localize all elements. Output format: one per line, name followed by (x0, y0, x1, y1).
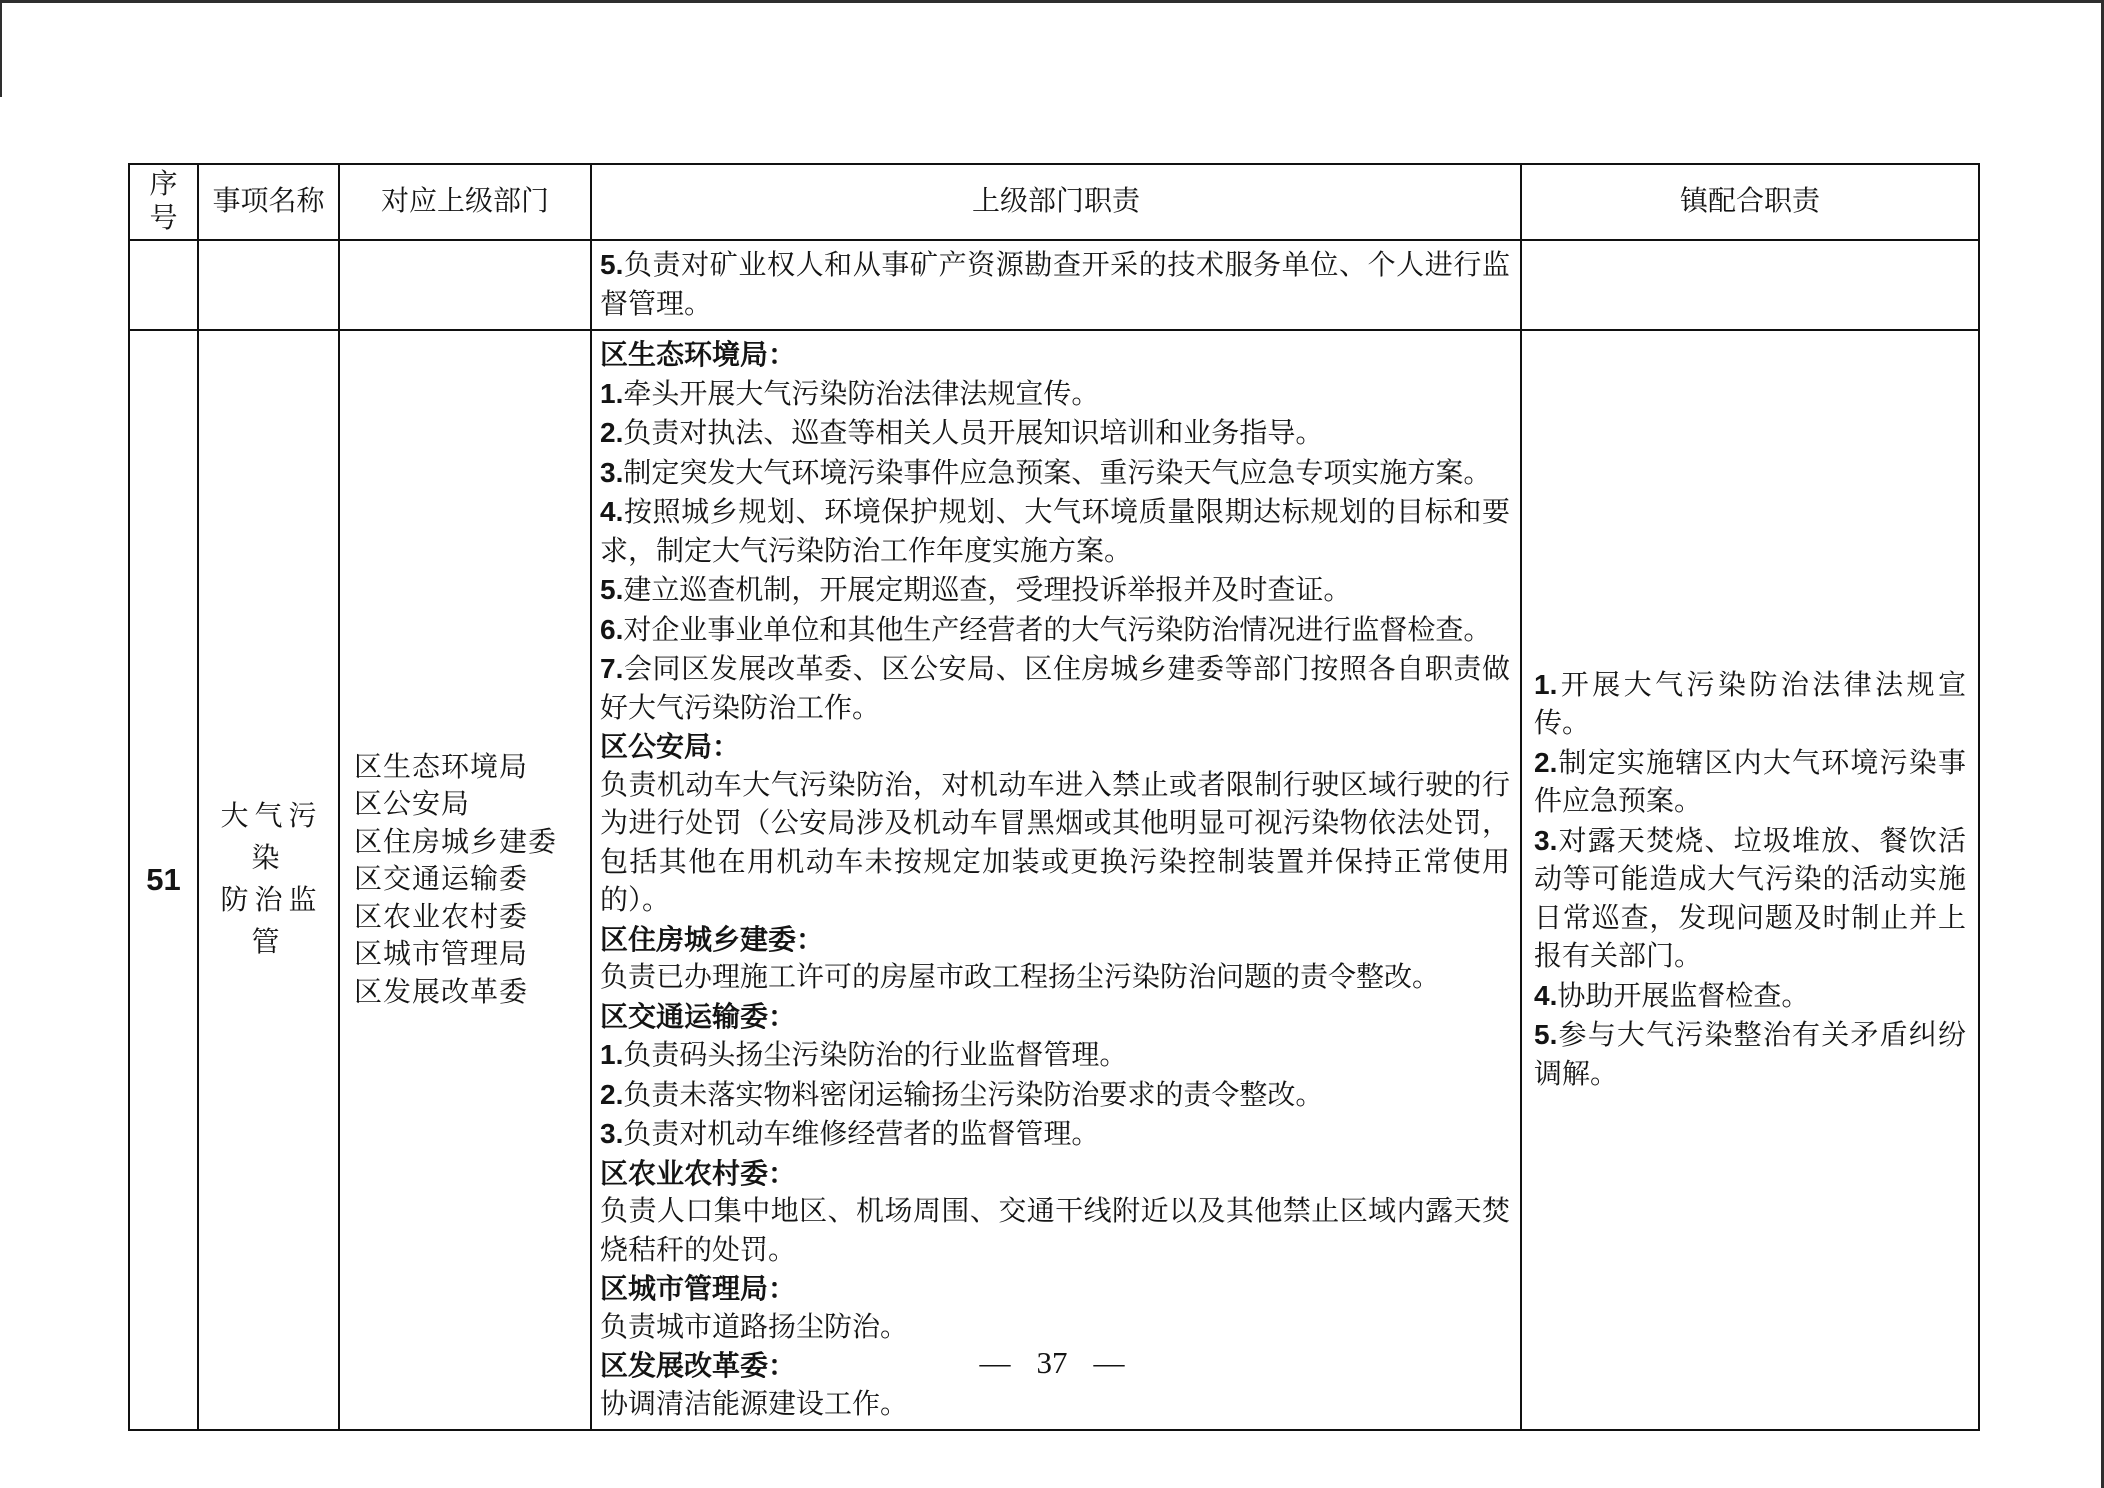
item-number: 5. (600, 249, 624, 280)
department-heading: 区交通运输委： (600, 1000, 797, 1032)
departments-cell (339, 240, 591, 330)
department-line: 区农业农村委 (354, 901, 529, 933)
department-heading: 区公安局： (600, 731, 741, 762)
town-duty-line: 5.参与大气污染整治有关矛盾纠纷调解。 (1534, 1019, 1966, 1090)
header-item-name: 事项名称 (198, 164, 339, 240)
department-heading: 区农业农村委： (600, 1157, 797, 1189)
item-number: 3. (600, 456, 624, 488)
department-line: 区城市管理局 (354, 939, 529, 971)
town-duty-line: 1.开展大气污染防治法律法规宣传。 (1534, 668, 1966, 740)
duty-line: 4.按照城乡规划、环境保护规划、大气环境质量限期达标规划的目标和要求，制定大气污染防治工作年度实施方案。 (600, 496, 1510, 567)
department-heading: 区发展改革委： (600, 1350, 797, 1381)
item-number: 3. (600, 1118, 624, 1149)
page-number (0, 1345, 2104, 1381)
town-duty-line: 3.对露天焚烧、垃圾堆放、餐饮活动等可能造成大气污染的活动实施日常巡查，发现问题及时制止并上报有关部门。 (1534, 824, 1966, 973)
item-number: 2. (1534, 746, 1558, 778)
duty-line: 5.建立巡查机制，开展定期巡查，受理投诉举报并及时查证。 (600, 574, 1352, 606)
town-duty-line: 4.协助开展监督检查。 (1534, 979, 1810, 1012)
duty-line: 7.会同区发展改革委、区公安局、区住房城乡建委等部门按照各自职责做好大气污染防治工作。 (600, 653, 1510, 724)
duty-line: 1.负责码头扬尘污染防治的行业监督管理。 (600, 1039, 1128, 1071)
header-superior-duties: 上级部门职责 (591, 164, 1521, 240)
department-line: 区公安局 (354, 789, 471, 821)
item-number: 5. (600, 574, 624, 605)
item-number: 7. (600, 653, 624, 684)
page-number-dash-right: — (1093, 1345, 1125, 1380)
duty-line: 负责机动车大气污染防治，对机动车进入禁止或者限制行驶区域行驶的行为进行处罚（公安局涉及机动车冒黑烟或其他明显可视污染物依法处罚，包括其他在用机动车未按规定加装或更换污染控制装置并保持正常使用的）。 (600, 769, 1510, 916)
page-number-dash-left: — (979, 1345, 1011, 1380)
header-seq-line: 号 (149, 203, 178, 234)
department-line: 区交通运输委 (354, 864, 529, 896)
item-number: 1. (1534, 668, 1558, 700)
item-number: 6. (600, 613, 624, 645)
departments-cell (339, 330, 591, 1430)
duty-line: 6.对企业事业单位和其他生产经营者的大气污染防治情况进行监督检查。 (600, 613, 1492, 646)
item-number: 1. (600, 1039, 624, 1070)
superior-duties-cell (591, 330, 1521, 1430)
seq-cell: 51 (129, 330, 198, 1430)
department-heading: 区城市管理局： (600, 1273, 797, 1304)
item-number: 3. (1534, 824, 1558, 856)
duty-line: 2.负责对执法、巡查等相关人员开展知识培训和业务指导。 (600, 417, 1324, 449)
duty-line: 5.负责对矿业权人和从事矿产资源勘查开采的技术服务单位、个人进行监督管理。 (600, 249, 1510, 320)
town-duties-cell (1521, 330, 1979, 1430)
duty-line: 1.牵头开展大气污染防治法律法规宣传。 (600, 377, 1100, 410)
duty-line: 2.负责未落实物料密闭运输扬尘污染防治要求的责令整改。 (600, 1078, 1324, 1111)
duty-line: 3.制定突发大气环境污染事件应急预案、重污染天气应急专项实施方案。 (600, 456, 1492, 489)
page-number-value: 37 (1036, 1345, 1068, 1380)
department-heading: 区生态环境局： (600, 339, 797, 370)
scan-border-left (0, 0, 2, 97)
header-seq-line: 序 (149, 169, 178, 200)
duties-table (128, 163, 1980, 1431)
continuation-row (129, 240, 1979, 330)
item-number: 5. (1534, 1019, 1558, 1051)
department-line: 区住房城乡建委 (354, 826, 558, 858)
department-heading: 区住房城乡建委： (600, 923, 825, 955)
header-row (129, 164, 1979, 240)
item-number: 2. (600, 1078, 624, 1110)
item-number: 2. (600, 417, 624, 448)
duty-line: 负责人口集中地区、机场周围、交通干线附近以及其他禁止区域内露天焚烧秸秆的处罚。 (600, 1196, 1510, 1266)
superior-duties-cell (591, 240, 1521, 330)
seq-cell (129, 240, 198, 330)
department-line: 区生态环境局 (354, 751, 529, 783)
item-name-cell (198, 330, 339, 1430)
department-line: 区发展改革委 (354, 976, 529, 1008)
item-name-cell (198, 240, 339, 330)
item-name-line: 大气污染 (220, 801, 323, 874)
header-seq (129, 164, 198, 240)
header-town-duties: 镇配合职责 (1521, 164, 1979, 240)
duty-line: 负责已办理施工许可的房屋市政工程扬尘污染防治问题的责令整改。 (600, 962, 1441, 993)
town-duty-line: 2.制定实施辖区内大气环境污染事件应急预案。 (1534, 746, 1966, 818)
header-departments: 对应上级部门 (339, 164, 591, 240)
item-number: 1. (600, 377, 624, 409)
scan-border-top (0, 0, 2104, 3)
duty-line: 协调清洁能源建设工作。 (600, 1388, 909, 1420)
duty-line: 3.负责对机动车维修经营者的监督管理。 (600, 1118, 1100, 1150)
item-number: 4. (1534, 979, 1558, 1011)
duty-line: 负责城市道路扬尘防治。 (600, 1311, 909, 1343)
item-name-line: 防治监管 (220, 885, 323, 958)
item-number: 4. (600, 496, 624, 527)
item-row-51 (129, 330, 1979, 1430)
town-duties-cell (1521, 240, 1979, 330)
